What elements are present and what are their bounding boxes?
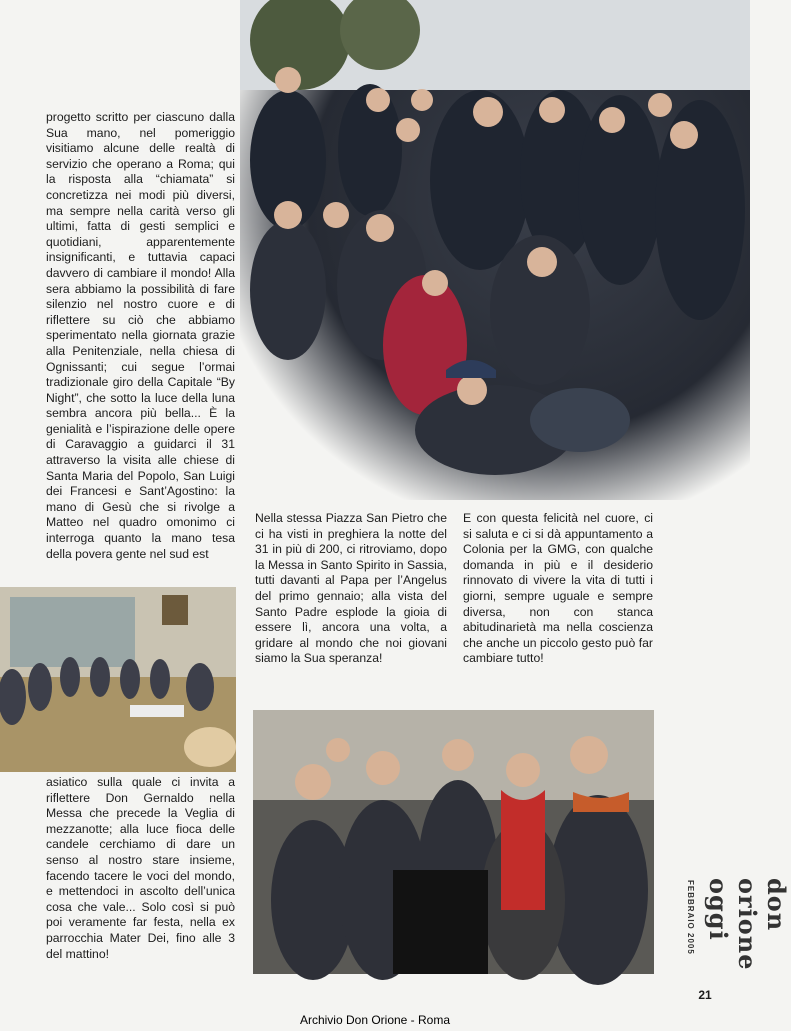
ladies-photo bbox=[253, 710, 654, 974]
article-paragraph: Nella stessa Piazza San Pietro che ci ha visti in preghiera la notte del 31 in più di 200, ci ritroviamo, dopo la Messa in Santo Spirito in Sassia, tutti davanti al Papa per l’Angelus del primo gennaio; alla vista del Santo Padre esplode la gioia di essere lì, ancora una volta, a gridare al mondo che noi giovani siamo la Sua speranza! bbox=[255, 511, 447, 666]
article-paragraph: asiatico sulla quale ci invita a riflettere Don Gernaldo nella Messa che precede la Veglia di mezzanotte; alla luce fioca delle candele cerchiamo di dare un senso al nostro stare insieme, facendo tacere le voci del mondo, e mettendoci in ascolto dell’unica cosa che vale... Solo così si può poi veramente far festa, nella ex parrocchia Mater Dei, fino alle 3 del mattino! bbox=[46, 775, 235, 961]
ladies-photo-illustration bbox=[253, 710, 654, 974]
meeting-hall-illustration bbox=[0, 587, 236, 772]
article-column-2 bbox=[255, 511, 447, 667]
group-photo-illustration bbox=[240, 0, 750, 500]
article-paragraph: E con questa felicità nel cuore, ci si saluta e ci si dà appuntamento a Colonia per la GMG, con qualche domanda in più e il desiderio rinnovato di vivere la vita di tutti i giorni, sempre uguale e sempre diversa, non con stanca abitudinarietà ma nella coscienza che anche un piccolo gesto può far cambiare tutto! bbox=[463, 511, 653, 666]
article-column-4 bbox=[46, 775, 235, 962]
magazine-masthead: don orione oggi bbox=[704, 878, 791, 971]
article-column-3 bbox=[463, 511, 653, 667]
archive-footer: Archivio Don Orione - Roma bbox=[299, 1013, 451, 1027]
article-paragraph: progetto scritto per ciascuno dalla Sua mano, nel pomeriggio visitiamo alcune delle realtà di servizio che operano a Roma; qui la risposta alla “chiamata” si concretizza nei modi più diversi, ma sempre nella carità verso gli ultimi, fatta di gesti semplici e quotidiani, apparentemente insignificanti, e tuttavia capaci davvero di cambiare il mondo! Alla sera abbiamo la possibilità di fare silenzio nel nostro cuore e di riflettere su ciò che abbiamo sperimentato nella giornata grazie alla Penitenziale, nella chiesa di Ognissanti; cui segue l’ormai tradizionale giro della Capitale “By Night”, che sotto la luce della luna sembra ancora più bella... È la genialità e l’ispirazione delle opere di Caravaggio a guidarci il 31 attraverso la visita alle chiese di Santa Maria del Popolo, San Luigi dei Francesi e Sant’Agostino: la mano di Gesù che si rivolge a Matteo nel quadro omonimo ci interroga quanto la mano tesa della povera gente nel sud est bbox=[46, 110, 235, 561]
article-column-1 bbox=[46, 110, 235, 562]
group-photo bbox=[240, 0, 750, 500]
issue-date: FEBBRAIO 2005 bbox=[686, 880, 695, 955]
page-number: 21 bbox=[698, 988, 712, 1002]
meeting-hall-photo bbox=[0, 587, 236, 772]
